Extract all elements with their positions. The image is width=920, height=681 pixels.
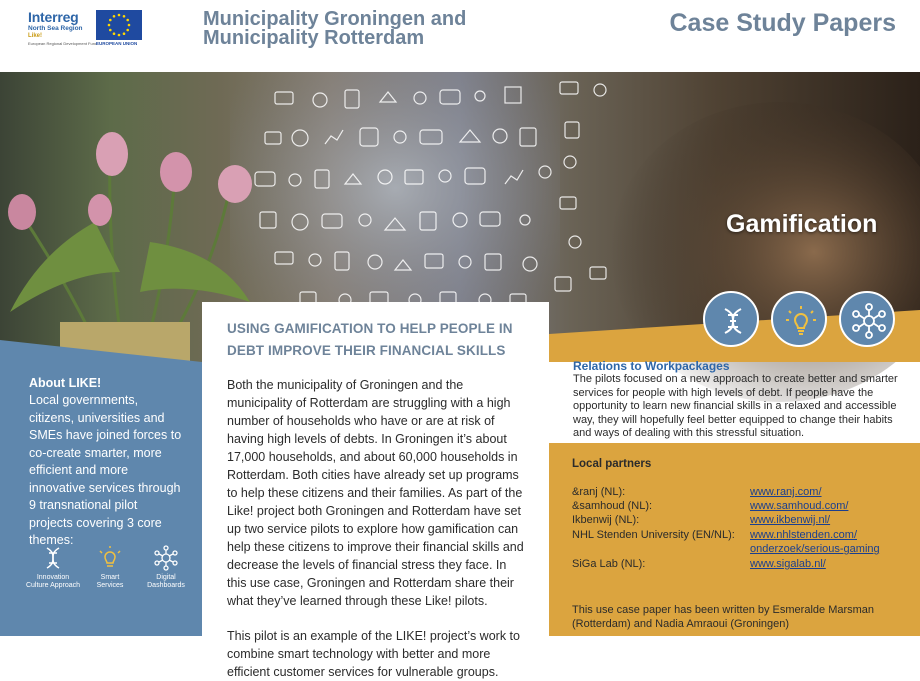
logo-project: Like!	[28, 33, 43, 39]
partner-link-ikbenwij[interactable]: www.ikbenwij.nl/	[750, 514, 831, 526]
partner-name-ranj: &ranj (NL):	[572, 486, 626, 498]
partner-link-nhl-stenden[interactable]: www.nhlstenden.com/	[750, 529, 857, 541]
lightbulb-icon	[771, 291, 827, 347]
partner-link-siga-lab[interactable]: www.sigalab.nl/	[750, 558, 826, 570]
about-panel	[0, 362, 202, 636]
theme-digital-label-2: Dashboards	[147, 582, 185, 589]
logo-region: North Sea Region	[28, 25, 83, 32]
theme-innovation-label-1: Innovation	[36, 574, 70, 581]
municipality-line-2: Municipality Rotterdam	[203, 27, 425, 49]
article-title	[227, 318, 527, 362]
partner-name-ikbenwij: Ikbenwij (NL):	[572, 514, 640, 526]
lightbulb-icon	[97, 545, 123, 571]
series-title: Case Study Papers	[669, 9, 896, 37]
municipality-title	[203, 10, 523, 48]
partner-link-ranj[interactable]: www.ranj.com/	[750, 486, 822, 498]
relations-title: Relations to Workpackages	[573, 359, 730, 373]
theme-smart-label-1: Smart	[100, 574, 120, 581]
partner-link-nhl-stenden-path[interactable]: onderzoek/serious-gaming	[750, 543, 880, 555]
theme-digital-label-1: Digital	[156, 574, 176, 581]
logo-eu-label: EUROPEAN UNION	[96, 41, 138, 46]
logo-fund: European Regional Development Fund	[28, 41, 98, 46]
logo-title: Interreg	[28, 9, 79, 25]
partner-name-nhl-stenden: NHL Stenden University (EN/NL):	[572, 529, 735, 541]
relations-section	[573, 359, 908, 441]
partner-name-samhoud: &samhoud (NL):	[572, 500, 653, 512]
about-title: About LIKE!	[29, 376, 102, 390]
hero-title: Gamification	[726, 210, 878, 238]
article-title-line-1: USING GAMIFICATION TO HELP PEOPLE IN	[227, 321, 513, 336]
interreg-logo	[28, 9, 148, 49]
partners-title: Local partners	[572, 458, 652, 470]
theme-smart-label-2: Services	[96, 582, 124, 589]
partner-link-samhoud[interactable]: www.samhoud.com/	[750, 500, 849, 512]
municipality-line-1: Municipality Groningen and	[203, 8, 467, 30]
partner-name-siga-lab: SiGa Lab (NL):	[572, 558, 646, 570]
network-icon	[839, 291, 895, 347]
eu-flag-icon	[96, 10, 142, 40]
theme-innovation-label-2: Culture Approach	[25, 582, 81, 589]
authors-footnote: This use case paper has been written by Esmeralde Marsman (Rotterdam) and Nadia Amraoui (Groningen)	[572, 604, 875, 630]
article-title-line-2: DEBT IMPROVE THEIR FINANCIAL SKILLS	[227, 343, 506, 358]
theme-digital-dashboards	[131, 545, 201, 590]
dna-icon	[40, 545, 66, 571]
relations-body: The pilots focused on a new approach to create better and smarter services for people with high levels of debt. If people have the opportunity to learn new financial skills in a relaxed and accessible way, they will hopefully feel better equipped to change their habits and ways of dealing with this stressful situation.	[573, 373, 898, 439]
article-paragraph-2: This pilot is an example of the LIKE! project’s work to combine smart technology with better and more efficient customer services for vulnerable groups.	[227, 629, 520, 679]
about-body: Local governments, citizens, universities and SMEs have joined forces to co-create smarter, more efficient and more innovative services through 9 transnational pilot projects covering 3 core themes:	[29, 393, 182, 547]
article	[202, 302, 549, 679]
page-header	[0, 0, 920, 72]
article-paragraph-1: Both the municipality of Groningen and the municipality of Rotterdam are struggling with a high number of households who have or are at risk of having high levels of debts. In Groningen it’s about 17,000 households, and about 60,000 households in Rotterdam. Both cities have already set up programs to help these citizens and their families. As part of the Like! project both Groningen and Rotterdam have set up two service pilots to explore how gamification can help these citizens to improve their financial skills and decrease the levels of financial stress they face. In this use case, Groningen and Rotterdam share their what they’ve learned through these Like! pilots.	[227, 378, 524, 608]
network-icon	[153, 545, 179, 571]
dna-icon	[703, 291, 759, 347]
